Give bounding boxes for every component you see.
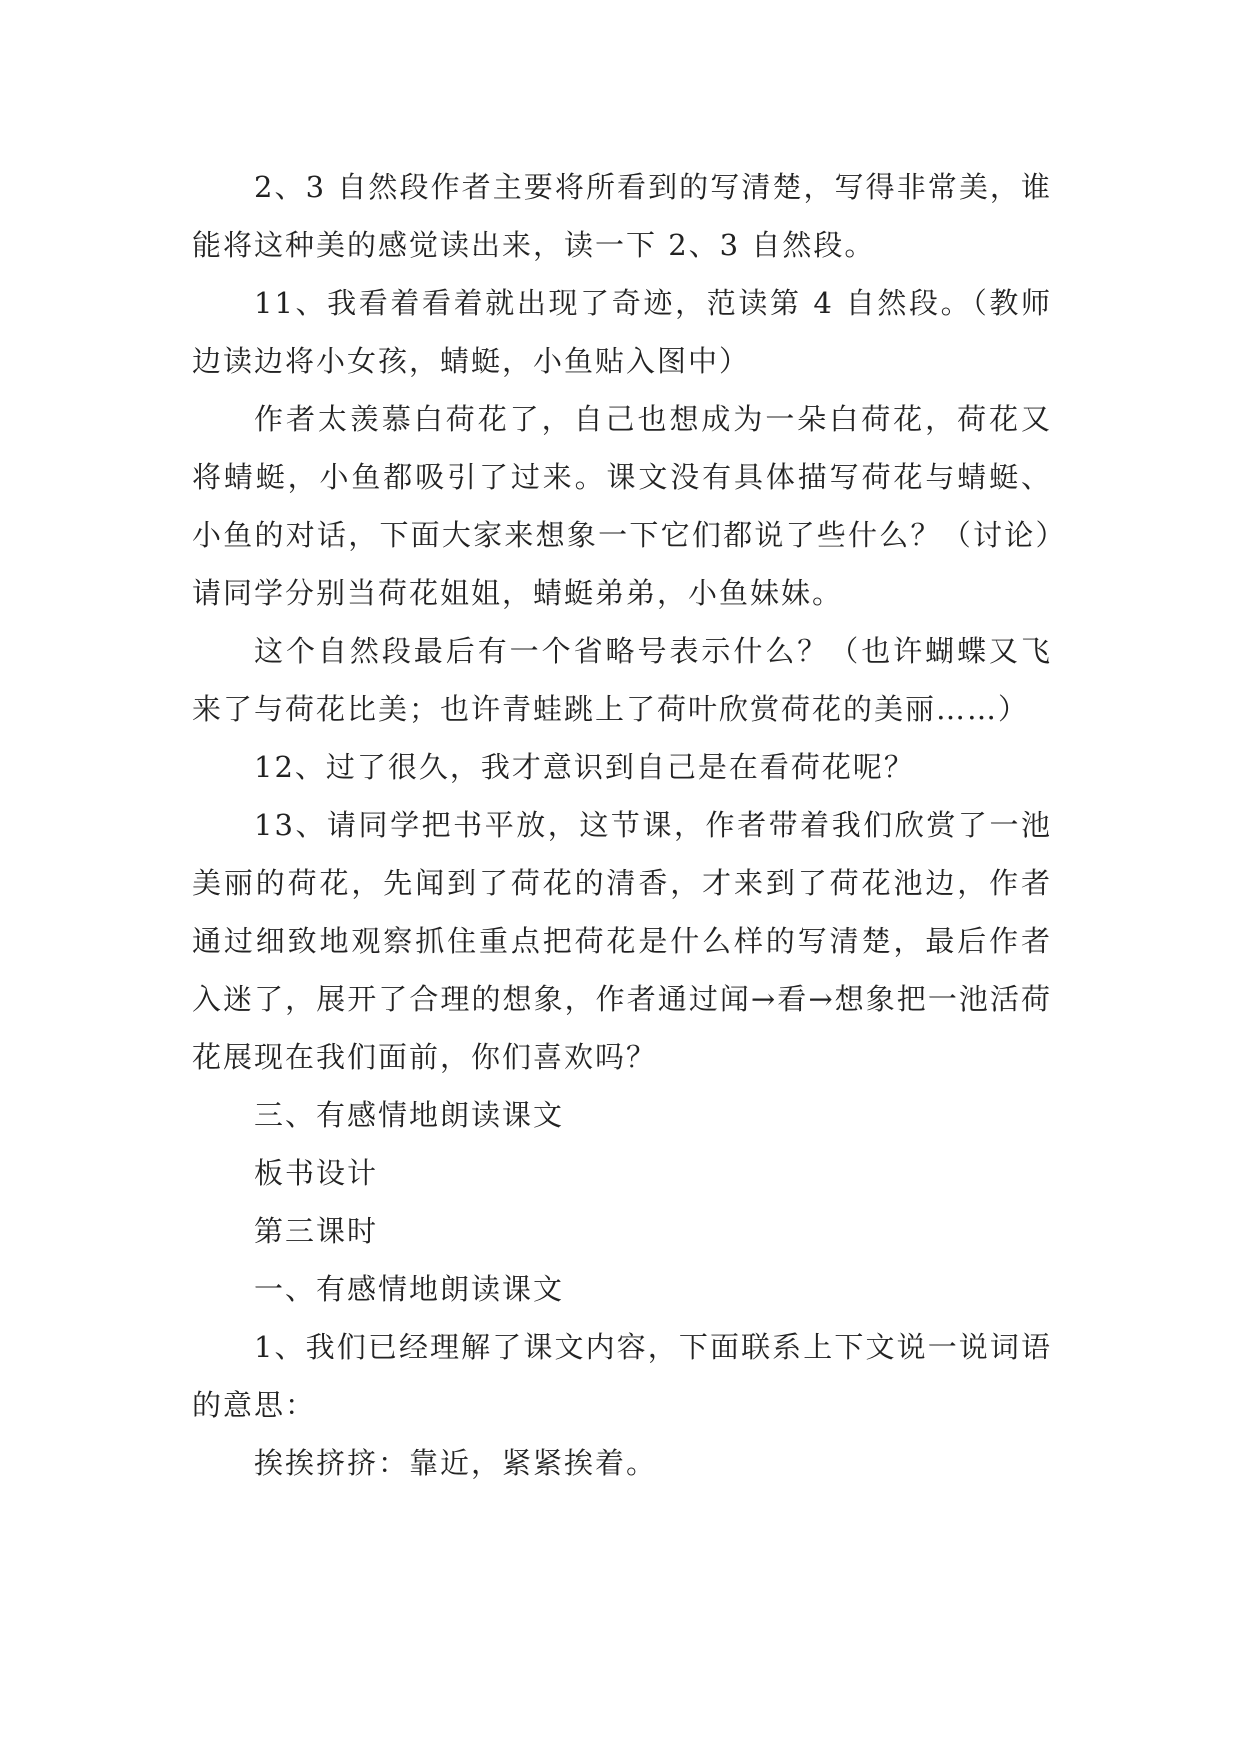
section-heading-board: 板书设计	[254, 1156, 379, 1190]
paragraph-5: 12、过了很久，我才意识到自己是在看荷花呢？	[254, 750, 915, 784]
paragraph-vocab-intro: 1、我们已经理解了课文内容，下面联系上下文说一说词语的意思：	[192, 1330, 1052, 1422]
paragraph-3: 作者太羡慕白荷花了，自己也想成为一朵白荷花，荷花又将蜻蜓，小鱼都吸引了过来。课文没有具体描写荷花与蜻蜓、小鱼的对话，下面大家来想象一下它们都说了些什么？（讨论）请同学分别当荷花姐姐，蜻蜓弟弟，小鱼妹妹。	[192, 402, 1052, 610]
paragraph-vocab-item: 挨挨挤挤：靠近，紧紧挨着。	[254, 1446, 658, 1480]
paragraph-1: 2、3 自然段作者主要将所看到的写清楚，写得非常美，谁能将这种美的感觉读出来，读一下 2、3 自然段。	[192, 170, 1052, 262]
section-heading-lesson3: 第三课时	[254, 1214, 379, 1248]
section-heading-read: 三、有感情地朗读课文	[254, 1098, 565, 1132]
document-body	[192, 158, 1052, 1492]
paragraph-6: 13、请同学把书平放，这节课，作者带着我们欣赏了一池美丽的荷花，先闻到了荷花的清香，才来到了荷花池边，作者通过细致地观察抓住重点把荷花是什么样的写清楚，最后作者入迷了，展开了合理的想象，作者通过闻→看→想象把一池活荷花展现在我们面前，你们喜欢吗？	[192, 808, 1052, 1074]
paragraph-4: 这个自然段最后有一个省略号表示什么？（也许蝴蝶又飞来了与荷花比美；也许青蛙跳上了荷叶欣赏荷花的美丽……）	[192, 634, 1052, 726]
paragraph-2: 11、我看着看着就出现了奇迹，范读第 4 自然段。（教师边读边将小女孩，蜻蜓，小鱼贴入图中）	[192, 286, 1052, 378]
section-heading-read-2: 一、有感情地朗读课文	[254, 1272, 565, 1306]
